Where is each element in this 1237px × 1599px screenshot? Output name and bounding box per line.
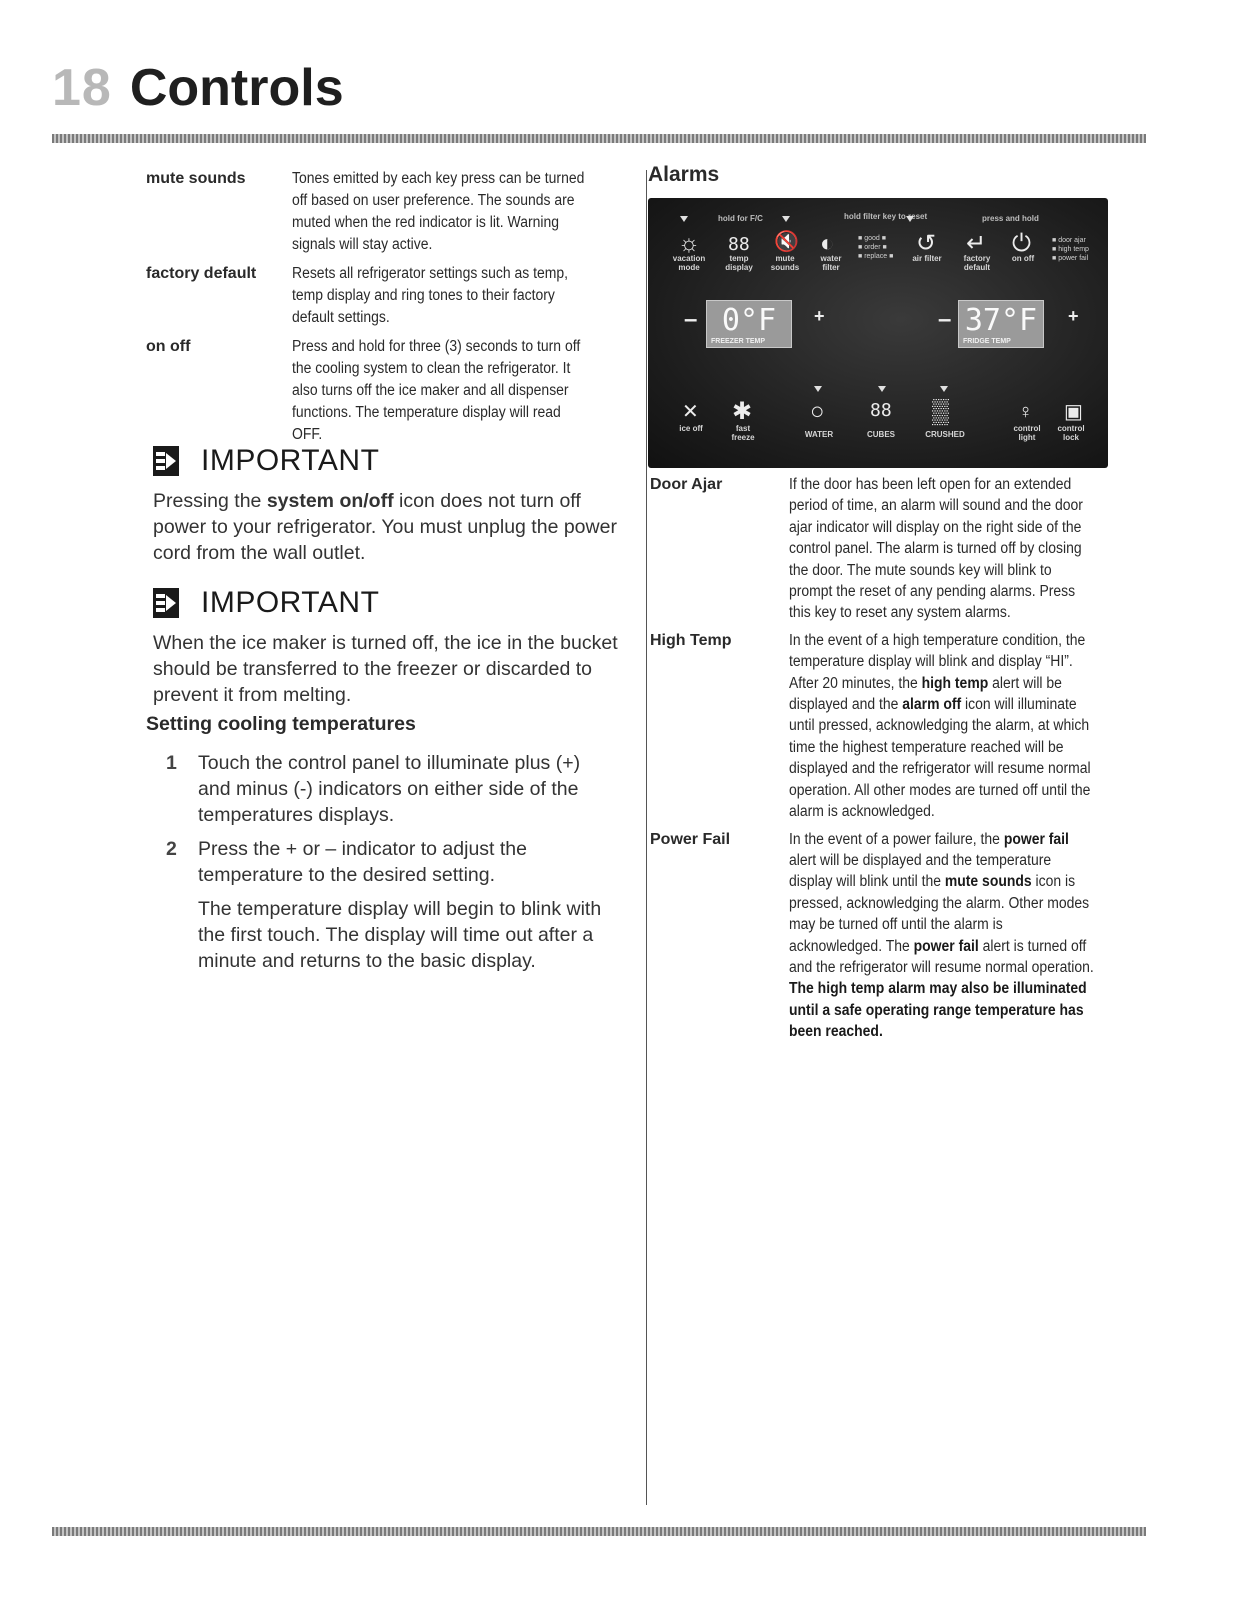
alarm-bold-text: alarm off bbox=[902, 696, 962, 714]
definition-row bbox=[146, 168, 626, 256]
alarm-bold-text: high temp bbox=[921, 674, 989, 692]
cubes-icon[interactable]: 88 bbox=[870, 400, 892, 421]
definition-desc: Press and hold for three (3) seconds to turn off the cooling system to clean the refrigerator. It also turns off the ice maker and all dispenser functions. The temperature display will read OFF. bbox=[292, 338, 581, 443]
step-number: 2 bbox=[166, 838, 177, 860]
panel-hint: press and hold bbox=[982, 214, 1039, 223]
alarm-text: alert will be displayed and the temperature display will blink until the bbox=[789, 851, 1052, 891]
page-number: 18 bbox=[52, 59, 112, 117]
panel-key-label: mute sounds bbox=[770, 254, 800, 272]
step-text: Touch the control panel to illuminate plus (+) and minus (-) indicators on either side of the temperatures displays. bbox=[198, 752, 581, 826]
indicator-arrow bbox=[940, 386, 948, 392]
indicator-arrow bbox=[906, 216, 914, 222]
important-text: Pressing the bbox=[153, 490, 267, 512]
status-dot-label: ■ good ■ bbox=[858, 235, 886, 242]
indicator-arrow bbox=[814, 386, 822, 392]
fridge-minus-button[interactable]: – bbox=[938, 306, 952, 333]
setting-steps bbox=[166, 750, 606, 974]
definition-list bbox=[146, 168, 626, 453]
alarm-text: In the event of a power failure, the bbox=[789, 830, 1004, 848]
alarm-item bbox=[650, 829, 1130, 1043]
definition-term: factory default bbox=[146, 265, 257, 282]
alarm-text: alert will be displayed and the bbox=[789, 674, 1062, 714]
water-filter-icon[interactable]: ◐ bbox=[820, 230, 835, 257]
alarm-item bbox=[650, 630, 1130, 823]
important-arrow-icon bbox=[153, 588, 179, 618]
panel-hint: hold for F/C bbox=[718, 214, 763, 223]
alarm-text: icon will illuminate until pressed, acknowledging the alarm, at which time the highest temperature reached will be displayed and the refrigerator will resume normal operation. All other modes are turned off until the alarm is acknowledged. bbox=[789, 696, 1091, 821]
water-icon[interactable]: ○ bbox=[810, 398, 825, 425]
alarm-item bbox=[650, 474, 1130, 624]
page-title: Controls bbox=[129, 59, 344, 117]
panel-key-label: air filter bbox=[912, 254, 942, 263]
control-lock-icon[interactable]: ▣ bbox=[1064, 401, 1083, 423]
important-title: IMPORTANT bbox=[201, 444, 380, 477]
panel-hint: hold filter key to reset bbox=[844, 212, 928, 221]
air-filter-icon[interactable]: ↺ bbox=[916, 230, 937, 257]
panel-key-label: WATER bbox=[804, 430, 834, 439]
definition-row bbox=[146, 336, 626, 446]
definition-row bbox=[146, 263, 626, 329]
control-light-icon[interactable]: ♀ bbox=[1018, 401, 1033, 423]
mute-icon[interactable]: 🔇 bbox=[774, 231, 799, 253]
important-heading bbox=[153, 586, 633, 620]
important-title: IMPORTANT bbox=[201, 586, 380, 619]
temp-display-icon[interactable]: 88 bbox=[728, 234, 750, 255]
panel-key-label: temp display bbox=[725, 254, 753, 272]
important-notice-ice bbox=[153, 586, 633, 708]
freezer-minus-button[interactable]: – bbox=[684, 306, 698, 333]
important-bold-text: system on/off bbox=[266, 490, 394, 512]
status-dot-label: ■ replace ■ bbox=[858, 253, 894, 260]
ice-off-icon[interactable]: ✕ bbox=[682, 401, 699, 423]
indicator-arrow bbox=[680, 216, 688, 222]
alarm-term: High Temp bbox=[650, 631, 732, 649]
panel-key-label: vacation mode bbox=[672, 254, 706, 272]
freezer-temp-display bbox=[706, 300, 792, 348]
step-text: Press the + or – indicator to adjust the temperature to the desired setting. bbox=[198, 838, 527, 886]
column-divider bbox=[646, 170, 647, 1505]
definition-desc: Resets all refrigerator settings such as temp, temp display and ring tones to their factory default settings. bbox=[292, 265, 569, 326]
bottom-rule bbox=[52, 1527, 1146, 1536]
setting-title: Setting cooling temperatures bbox=[146, 713, 416, 735]
definition-term: mute sounds bbox=[146, 170, 246, 187]
fridge-plus-button[interactable]: + bbox=[1068, 306, 1079, 326]
important-arrow-icon bbox=[153, 446, 179, 476]
panel-key-label: control light bbox=[1013, 424, 1041, 442]
important-body: When the ice maker is turned off, the ice in the bucket should be transferred to the freezer or discarded to prevent it from melting. bbox=[153, 632, 618, 706]
panel-key-label: CRUSHED bbox=[925, 430, 965, 439]
panel-key-label: ice off bbox=[679, 424, 703, 433]
alarms-heading: Alarms bbox=[648, 163, 720, 186]
factory-default-icon[interactable]: ↵ bbox=[966, 230, 987, 257]
alarm-term: Power Fail bbox=[650, 830, 731, 848]
vacation-icon[interactable]: ☼ bbox=[678, 230, 700, 257]
alarm-text: If the door has been left open for an extended period of time, an alarm will sound and the door ajar indicator will display on the right side of the control panel. The alarm is turned off by closing the door. The mute sounds key will blink to prompt the reset of any pending alarms. Press this key to reset any system alarms. bbox=[789, 476, 1083, 622]
top-rule bbox=[52, 134, 1146, 143]
filter-status-dots bbox=[858, 234, 893, 261]
important-text: icon does not turn off power to your refrigerator. You must unplug the power cord from the wall outlet. bbox=[153, 490, 617, 564]
important-body bbox=[153, 488, 623, 566]
alarm-desc bbox=[789, 474, 1096, 624]
panel-key-label: control lock bbox=[1057, 424, 1085, 442]
fridge-temp-label: FRIDGE TEMP bbox=[963, 338, 1011, 345]
freezer-plus-button[interactable]: + bbox=[814, 306, 825, 326]
status-dot-label: ■ order ■ bbox=[858, 244, 887, 251]
on-off-icon[interactable]: ⏻ bbox=[1012, 230, 1031, 257]
alarm-desc bbox=[789, 630, 1096, 823]
step-item bbox=[166, 750, 606, 828]
alarm-bold-text: power fail bbox=[913, 937, 979, 955]
alarm-bold-text: mute sounds bbox=[944, 873, 1032, 891]
alarm-text: alert is turned off and the refrigerator will resume normal operation. bbox=[789, 937, 1094, 976]
panel-key-label: fast freeze bbox=[731, 424, 755, 442]
definition-desc: Tones emitted by each key press can be turned off based on user preference. The sounds are muted when the red indicator is lit. Warning signals will stay active. bbox=[292, 170, 585, 253]
alarm-bold-text: power fail bbox=[1003, 830, 1069, 848]
alarm-status-dots bbox=[1052, 236, 1089, 263]
alarm-bold-text: The high temp alarm may also be illuminated until a safe operating range temperature has been reached. bbox=[789, 980, 1087, 1041]
status-dot-label: ■ power fail bbox=[1052, 255, 1089, 262]
alarm-list bbox=[650, 474, 1130, 1049]
indicator-arrow bbox=[878, 386, 886, 392]
important-notice-power bbox=[153, 444, 633, 566]
panel-key-label: CUBES bbox=[866, 430, 895, 439]
crushed-icon[interactable]: ▒ bbox=[932, 398, 950, 425]
important-heading bbox=[153, 444, 633, 478]
step-note: The temperature display will begin to blink with the first touch. The display will time out after a minute and returns to the basic display. bbox=[198, 898, 602, 972]
fast-freeze-icon[interactable]: ✱ bbox=[732, 398, 753, 425]
panel-key-label: water filter bbox=[820, 254, 842, 272]
alarm-text: In the event of a high temperature condition, the temperature display will blink and display “HI”. After 20 minutes, the bbox=[789, 631, 1086, 692]
status-dot-label: ■ door ajar bbox=[1052, 237, 1086, 244]
fridge-temp-display bbox=[958, 300, 1044, 348]
panel-key-label: factory default bbox=[963, 254, 991, 272]
step-item bbox=[166, 836, 606, 888]
fridge-temp-value: 37°F bbox=[964, 303, 1038, 338]
alarm-desc bbox=[789, 829, 1096, 1043]
freezer-temp-label: FREEZER TEMP bbox=[711, 338, 766, 345]
status-dot-label: ■ high temp bbox=[1052, 246, 1089, 253]
panel-key-label: on off bbox=[1011, 254, 1035, 263]
freezer-temp-value: 0°F bbox=[721, 303, 777, 338]
definition-term: on off bbox=[146, 338, 191, 355]
indicator-arrow bbox=[782, 216, 790, 222]
step-number: 1 bbox=[166, 752, 177, 774]
page-header bbox=[52, 58, 344, 118]
alarm-text: icon is pressed, acknowledging the alarm. Other modes may be turned off until the alarm is acknowledged. The bbox=[789, 873, 1090, 955]
control-panel-image bbox=[648, 198, 1108, 468]
alarm-term: Door Ajar bbox=[650, 476, 723, 493]
